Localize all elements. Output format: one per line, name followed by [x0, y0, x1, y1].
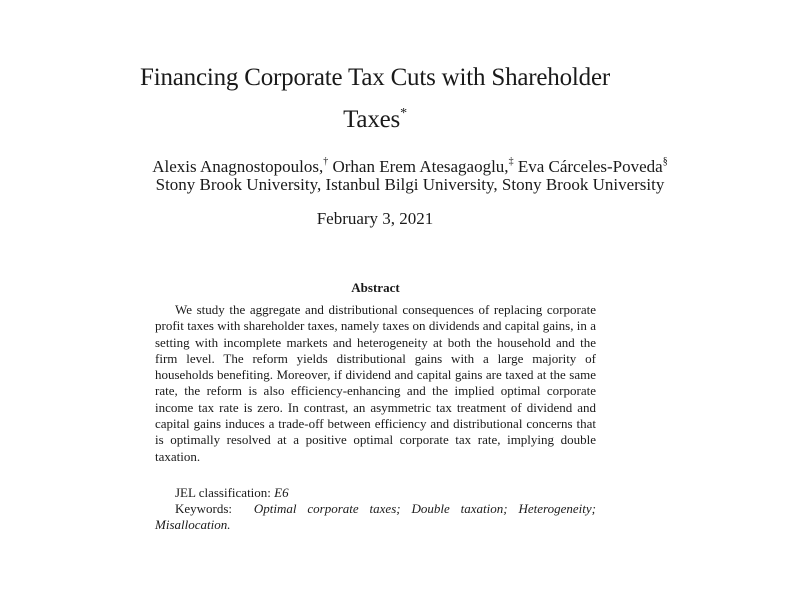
title-footnote-mark: *	[400, 106, 407, 121]
author-name: Alexis Anagnostopoulos,	[152, 157, 324, 176]
title-line-2-text: Taxes	[343, 106, 401, 133]
author-footnote-mark: ‡	[508, 156, 514, 167]
author-name: Orhan Erem Atesagaoglu,	[328, 157, 509, 176]
author-footnote-mark: §	[662, 156, 668, 167]
paper-date: February 3, 2021	[316, 209, 434, 228]
paper-title	[100, 60, 650, 138]
keywords-value: Optimal corporate taxes; Double taxation; Heterogeneity; Misallocation.	[155, 501, 596, 533]
author-name: Eva Cárceles-Poveda	[513, 157, 663, 176]
jel-label: JEL classification:	[175, 485, 271, 500]
keywords-label: Keywords:	[175, 501, 233, 516]
title-line-2	[100, 96, 650, 138]
jel-value: E6	[274, 485, 289, 500]
keywords	[155, 501, 596, 534]
title-line-1: Financing Corporate Tax Cuts with Shareholder	[140, 64, 610, 91]
abstract-heading: Abstract	[351, 280, 400, 295]
abstract-text: We study the aggregate and distributional consequences of replacing corporate profit taxes with shareholder taxes, namely taxes on dividends and capital gains, in a setting with incomplete markets and heterogeneity at both the household and the firm level. The reform yields distributional gains with a large majority of households benefiting. Moreover, if dividend and capital gains are taxed at the same rate, the reform is also efficiency-enhancing and the implied optimal corporate income tax rate is zero. In contrast, an asymmetric tax treatment of dividend and capital gains induces a trade-off between efficiency and distributional concerns that is optimally resolved at a positive optimal corporate tax rate, implying double taxation.	[155, 302, 596, 464]
jel-classification	[155, 485, 596, 501]
author-footnote-mark: †	[323, 156, 329, 167]
affiliations: Stony Brook University, Istanbul Bilgi University, Stony Brook University	[155, 175, 665, 194]
